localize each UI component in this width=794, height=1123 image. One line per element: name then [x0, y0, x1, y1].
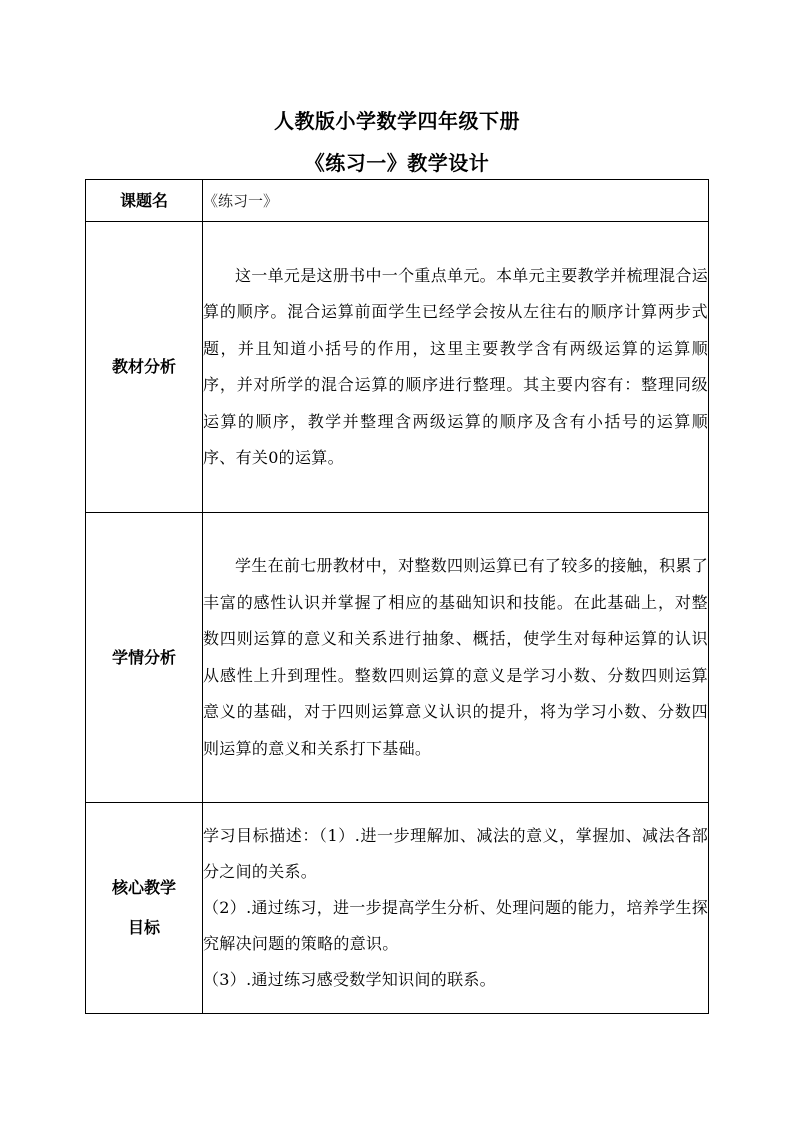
row-label-core-objectives	[86, 803, 203, 1014]
student-analysis-cell	[203, 513, 709, 803]
table-row	[86, 180, 709, 222]
table-row	[86, 513, 709, 803]
objective-item: （3）.通过练习感受数学知识间的联系。	[203, 970, 496, 989]
row-label-line: 核心教学	[111, 878, 176, 897]
table-row	[86, 803, 709, 1014]
textbook-analysis-cell	[203, 222, 709, 513]
document-subtitle: 《练习一》教学设计	[304, 151, 490, 175]
lesson-plan-table	[85, 179, 709, 1014]
textbook-analysis-text: 这一单元是这册书中一个重点单元。本单元主要教学并梳理混合运算的顺序。混合运算前面学生已经学会按从左往右的顺序计算两步式题，并且知道小括号的作用，这里主要教学含有两级运算的运算顺序，并对所学的混合运算的顺序进行整理。其主要内容有：整理同级运算的顺序，教学并整理含两级运算的顺序及含有小括号的运算顺序、有关0的运算。	[203, 265, 708, 467]
row-label-topic: 课题名	[86, 180, 203, 222]
table-row	[86, 222, 709, 513]
document-title: 人教版小学数学四年级下册	[274, 109, 520, 133]
student-analysis-text: 学生在前七册教材中，对整数四则运算已有了较多的接触，积累了丰富的感性认识并掌握了相应的基础知识和技能。在此基础上，对整数四则运算的意义和关系进行抽象、概括，使学生对每种运算的认识从感性上升到理性。整数四则运算的意义是学习小数、分数四则运算意义的基础，对于四则运算意义认识的提升，将为学习小数、分数四则运算的意义和关系打下基础。	[203, 556, 708, 758]
topic-name-value: 《练习一》	[203, 180, 709, 222]
row-label-line: 目标	[127, 918, 160, 937]
objective-item: 学习目标描述：（1）.进一步理解加、减法的意义，掌握加、减法各部分之间的关系。	[203, 826, 708, 881]
core-objectives-cell	[203, 803, 709, 1014]
row-label-textbook-analysis: 教材分析	[86, 222, 203, 513]
objective-item: （2）.通过练习，进一步提高学生分析、处理问题的能力，培养学生探究解决问题的策略的意识。	[203, 898, 708, 953]
row-label-student-analysis: 学情分析	[86, 513, 203, 803]
